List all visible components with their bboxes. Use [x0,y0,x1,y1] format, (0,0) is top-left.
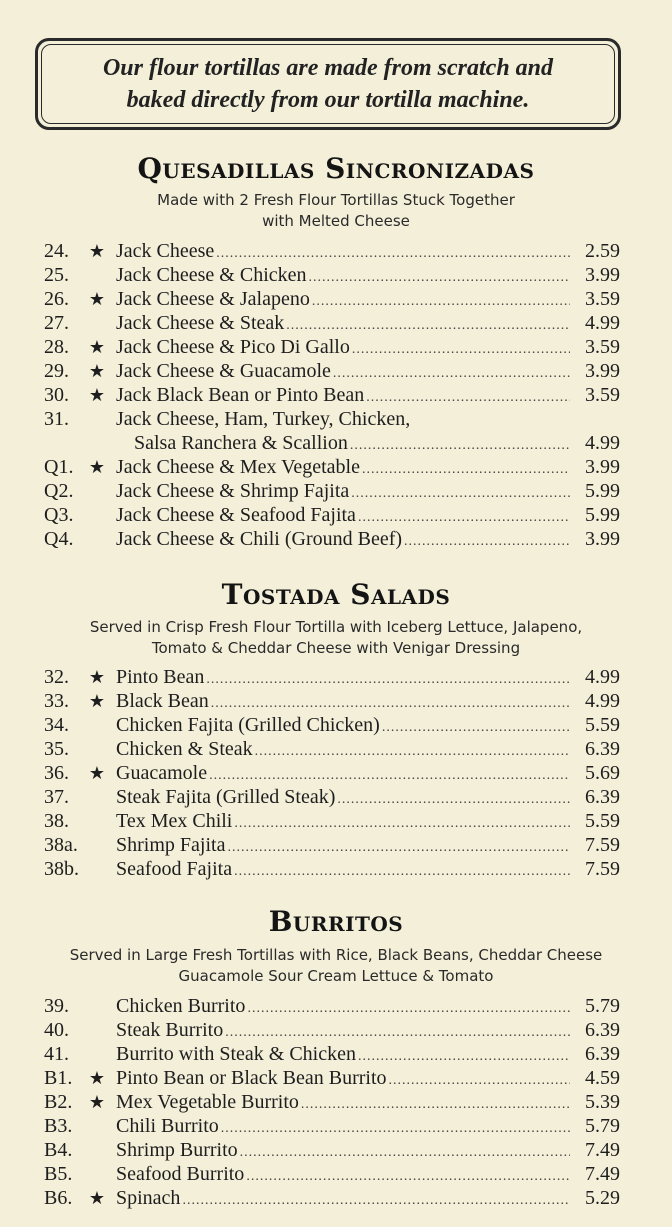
section-subtitle-tostada [0,617,672,659]
menu-item [0,1018,672,1042]
item-price: 7.49 [585,1163,620,1185]
item-price: 4.99 [585,666,620,688]
item-name-line [116,761,570,788]
item-name-line [116,737,570,764]
item-number: 38a. [44,834,78,856]
item-price: 3.99 [585,528,620,550]
menu-item [0,455,672,479]
section-title-burritos: Burritos [268,905,404,938]
item-name: Spinach [116,1187,181,1209]
section-title-quesadillas: Quesadillas Sincronizadas [137,152,535,185]
item-number: 38b. [44,858,79,880]
subtitle-line: Guacamole Sour Cream Lettuce & Tomato [178,967,494,985]
menu-item [0,1138,672,1162]
item-name: Steak Fajita (Grilled Steak) [116,786,336,808]
menu-item [0,311,672,335]
item-price: 5.99 [585,504,620,526]
star-icon: ★ [88,385,106,405]
item-name-line [116,311,570,338]
item-name: Chicken & Steak [116,738,253,760]
notice-line-1: Our flour tortillas are made from scratch and [102,55,554,81]
item-name: Jack Black Bean or Pinto Bean [116,384,365,406]
dot-leader [234,860,570,884]
item-number: 36. [44,762,69,784]
item-name: Jack Cheese & Guacamole [116,360,331,382]
item-name: Pinto Bean or Black Bean Burrito [116,1067,387,1089]
item-name-line [116,287,570,314]
section-subtitle-quesadillas [0,190,672,232]
item-price: 4.99 [585,690,620,712]
item-price: 5.79 [585,995,620,1017]
item-number: 34. [44,714,69,736]
item-name-line [116,383,570,410]
menu-item [0,1066,672,1090]
item-number: 29. [44,360,69,382]
item-number: B4. [44,1139,73,1161]
item-name-line [116,239,570,266]
subtitle-line: Served in Crisp Fresh Flour Tortilla with Iceberg Lettuce, Jalapeno, [89,618,583,636]
star-icon: ★ [88,337,106,357]
menu-item [0,287,672,311]
subtitle-line: with Melted Cheese [262,212,410,230]
item-price: 5.59 [585,810,620,832]
item-name: Chicken Burrito [116,995,246,1017]
item-name-line [116,809,570,836]
item-name: Pinto Bean [116,666,205,688]
item-price: 3.59 [585,384,620,406]
section-subtitle-burritos [0,945,672,987]
star-icon: ★ [88,241,106,261]
menu-item [0,1042,672,1066]
menu-item [0,335,672,359]
menu-item [0,994,672,1018]
menu-item [0,713,672,737]
subtitle-line: Tomato & Cheddar Cheese with Venigar Dressing [151,639,521,657]
item-name-line [116,689,570,716]
item-price: 3.99 [585,360,620,382]
item-name-line [116,994,570,1021]
item-price: 5.39 [585,1091,620,1113]
item-name: Chicken Fajita (Grilled Chicken) [116,714,380,736]
item-number: 37. [44,786,69,808]
item-number: 35. [44,738,69,760]
star-icon: ★ [88,1068,106,1088]
item-price: 5.59 [585,714,620,736]
item-name: Jack Cheese & Shrimp Fajita [116,480,350,502]
tortilla-notice-box [35,38,621,130]
item-number: 31. [44,408,69,430]
menu-item [0,761,672,785]
item-name-line [134,431,570,458]
item-name: Jack Cheese & Jalapeno [116,288,310,310]
subtitle-line: Served in Large Fresh Tortillas with Rice, Black Beans, Cheddar Cheese [69,946,603,964]
item-name: Jack Cheese & Chicken [116,264,307,286]
item-name: Jack Cheese & Seafood Fajita [116,504,356,526]
item-number: Q2. [44,480,74,502]
item-name: Burrito with Steak & Chicken [116,1043,356,1065]
item-name-continued: Salsa Ranchera & Scallion [134,432,348,454]
item-price: 4.99 [585,432,620,454]
item-name: Steak Burrito [116,1019,224,1041]
item-name-line [116,455,570,482]
item-number: B6. [44,1187,73,1209]
item-price: 2.59 [585,240,620,262]
item-price: 3.59 [585,336,620,358]
star-icon: ★ [88,457,106,477]
menu-item [0,1162,672,1186]
item-number: 30. [44,384,69,406]
star-icon: ★ [88,1092,106,1112]
item-number: B5. [44,1163,73,1185]
item-number: Q1. [44,456,74,478]
item-name-line [116,1042,570,1069]
item-name: Guacamole [116,762,208,784]
menu-item [0,1090,672,1114]
item-name: Shrimp Burrito [116,1139,238,1161]
item-name-line [116,1138,570,1165]
item-price: 6.39 [585,738,620,760]
star-icon: ★ [88,667,106,687]
menu-item [0,527,672,551]
item-name: Chili Burrito [116,1115,219,1137]
item-price: 6.39 [585,1019,620,1041]
menu-item [0,1186,672,1210]
item-name-line [116,1162,570,1189]
item-name-line [116,527,570,554]
item-number: 27. [44,312,69,334]
item-name-line [116,857,570,884]
tortilla-notice-inner [41,44,615,124]
item-number: 33. [44,690,69,712]
menu-item [0,239,672,263]
menu-list-quesadillas [0,239,672,551]
notice-line-2: baked directly from our tortilla machine. [126,87,530,113]
item-price: 7.49 [585,1139,620,1161]
item-name: Mex Vegetable Burrito [116,1091,299,1113]
item-number: 40. [44,1019,69,1041]
item-price: 6.39 [585,786,620,808]
item-number: 24. [44,240,69,262]
item-name-line [116,713,570,740]
star-icon: ★ [88,289,106,309]
item-price: 4.59 [585,1067,620,1089]
menu-item [0,263,672,287]
item-name-line [116,1018,570,1045]
menu-item [0,785,672,809]
item-name: Jack Cheese, Ham, Turkey, Chicken, [116,408,411,430]
item-number: B2. [44,1091,73,1113]
star-icon: ★ [88,1188,106,1208]
item-number: B3. [44,1115,73,1137]
dot-leader [182,1189,570,1213]
menu-list-tostada [0,665,672,881]
item-price: 5.79 [585,1115,620,1137]
item-name-line [116,263,570,290]
menu-item [0,809,672,833]
menu-item [0,689,672,713]
dot-leader [404,530,570,554]
menu-item [0,383,672,407]
item-number: 28. [44,336,69,358]
menu-item [0,407,672,455]
item-number: Q3. [44,504,74,526]
menu-item [0,833,672,857]
menu-item [0,359,672,383]
section-title-tostada: Tostada Salads [221,578,451,611]
menu-item [0,857,672,881]
item-price: 6.39 [585,1043,620,1065]
item-name-line [116,1186,570,1213]
item-name: Jack Cheese & Mex Vegetable [116,456,360,478]
item-name-line [116,1090,570,1117]
item-name-line [116,407,620,431]
item-number: B1. [44,1067,73,1089]
menu-item [0,479,672,503]
menu-item [0,503,672,527]
item-price: 5.69 [585,762,620,784]
item-name-line [116,1066,570,1093]
item-name: Jack Cheese [116,240,215,262]
item-name-line [116,1114,570,1141]
item-price: 7.59 [585,858,620,880]
item-number: 26. [44,288,69,310]
item-name-line [116,359,570,386]
item-name: Tex Mex Chili [116,810,233,832]
item-price: 3.59 [585,288,620,310]
item-price: 3.99 [585,264,620,286]
item-name: Seafood Fajita [116,858,233,880]
subtitle-line: Made with 2 Fresh Flour Tortillas Stuck Together [157,191,515,209]
item-price: 5.99 [585,480,620,502]
item-number: 25. [44,264,69,286]
item-price: 4.99 [585,312,620,334]
item-name-line [116,785,570,812]
item-number: Q4. [44,528,74,550]
item-name: Jack Cheese & Pico Di Gallo [116,336,350,358]
menu-item [0,665,672,689]
item-number: 39. [44,995,69,1017]
item-name-line [116,665,570,692]
star-icon: ★ [88,763,106,783]
item-number: 32. [44,666,69,688]
item-name-line [116,833,570,860]
item-name: Shrimp Fajita [116,834,226,856]
menu-item [0,1114,672,1138]
item-name-line [116,503,570,530]
item-price: 7.59 [585,834,620,856]
menu-item [0,737,672,761]
item-number: 38. [44,810,69,832]
item-price: 3.99 [585,456,620,478]
item-price: 5.29 [585,1187,620,1209]
item-name: Seafood Burrito [116,1163,245,1185]
item-name-line [116,479,570,506]
item-name: Jack Cheese & Chili (Ground Beef) [116,528,403,550]
item-name-line [116,335,570,362]
star-icon: ★ [88,691,106,711]
item-name: Black Bean [116,690,209,712]
item-number: 41. [44,1043,69,1065]
item-name: Jack Cheese & Steak [116,312,285,334]
menu-list-burritos [0,994,672,1210]
star-icon: ★ [88,361,106,381]
